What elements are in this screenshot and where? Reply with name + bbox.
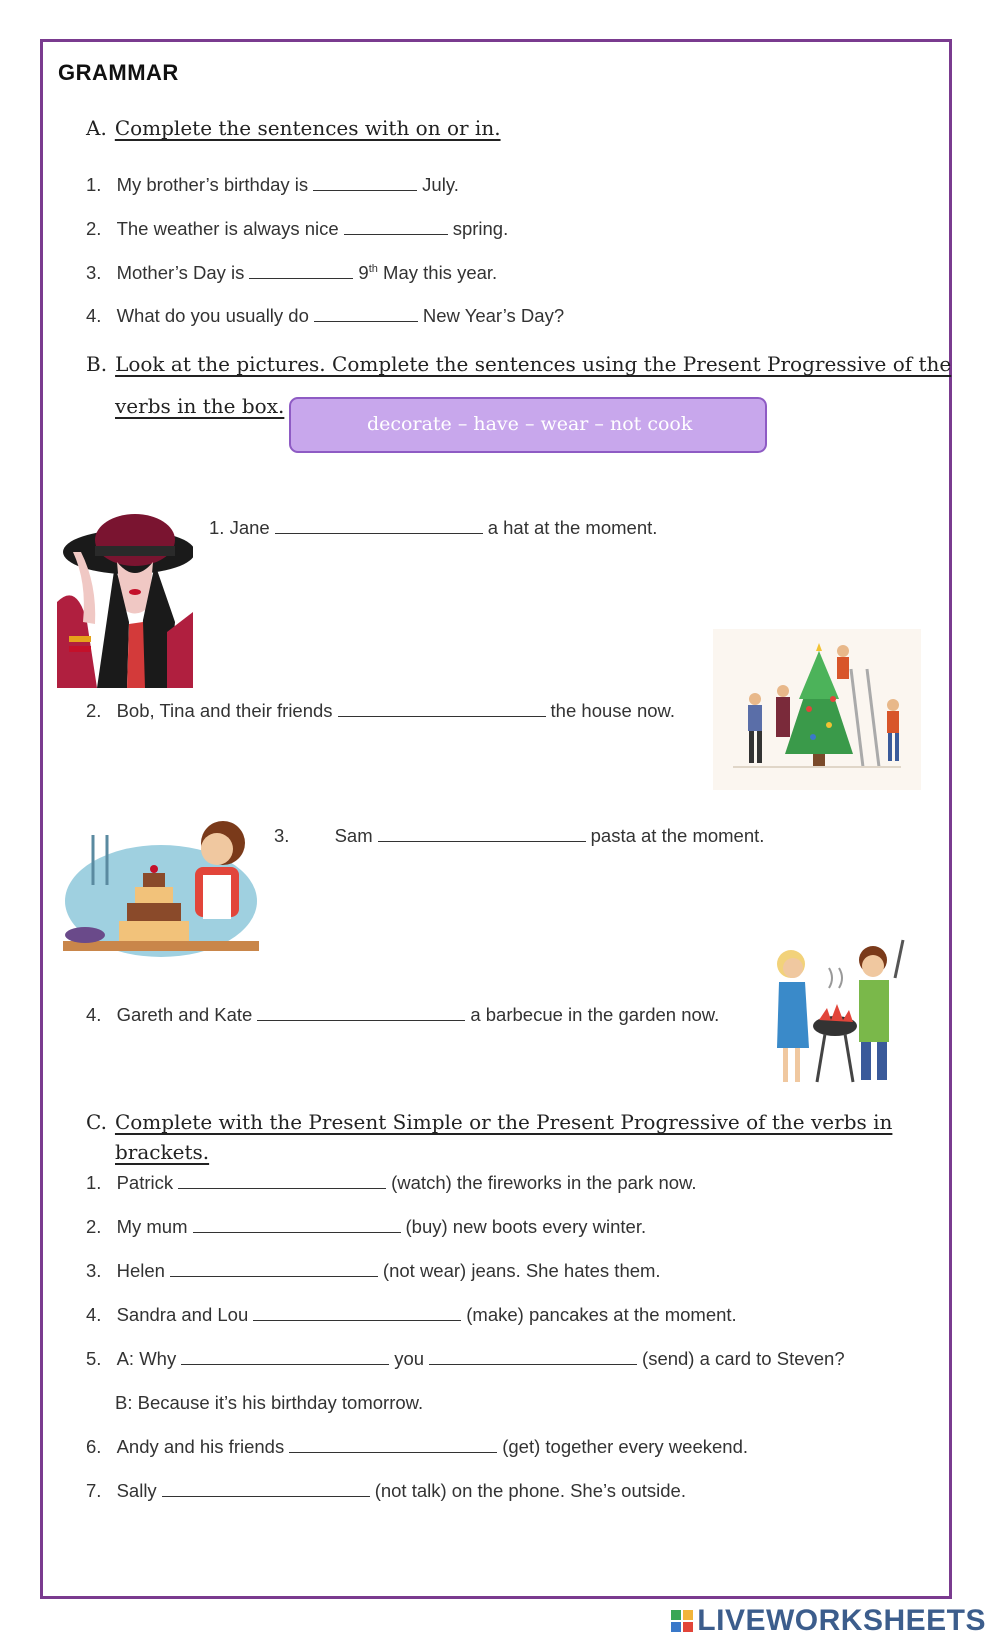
section-b-header-line2 xyxy=(115,394,284,418)
item-text-before: Andy and his friends xyxy=(116,1436,285,1457)
answer-blank[interactable] xyxy=(429,1348,637,1365)
item-text-middle: you xyxy=(394,1348,425,1369)
item-number: 6. xyxy=(86,1436,102,1457)
answer-blank[interactable] xyxy=(257,1004,465,1021)
item-number: 4. xyxy=(86,305,102,326)
item-text-after: the house now. xyxy=(550,700,676,721)
section-b-letter: B. xyxy=(86,352,108,376)
item-number: 3. xyxy=(274,825,290,846)
answer-blank[interactable] xyxy=(193,1216,401,1233)
item-text-before: Patrick xyxy=(116,1172,174,1193)
item-text-after: a hat at the moment. xyxy=(487,517,658,538)
section-a-header xyxy=(86,116,501,140)
section-b-item-3 xyxy=(274,825,764,847)
page-title: GRAMMAR xyxy=(58,60,179,85)
section-a-item-1 xyxy=(86,174,459,196)
item-text-after: (buy) new boots every winter. xyxy=(405,1216,647,1237)
answer-blank[interactable] xyxy=(289,1436,497,1453)
item-text-before: Sam xyxy=(334,825,373,846)
item-text-after: July. xyxy=(422,174,459,195)
answer-blank[interactable] xyxy=(178,1172,386,1189)
item-text-after: (make) pancakes at the moment. xyxy=(466,1304,737,1325)
logo-icon xyxy=(671,1610,693,1632)
item-text-after: (watch) the fireworks in the park now. xyxy=(391,1172,697,1193)
section-c-item-1 xyxy=(86,1172,697,1194)
section-b-instruction-line1: Look at the pictures. Complete the sentences using the Present Progressive of the xyxy=(115,352,952,376)
item-text-before: What do you usually do xyxy=(116,305,309,326)
item-number: 4. xyxy=(86,1004,102,1025)
barbecue-couple-image xyxy=(769,938,915,1090)
item-text-before: My brother’s birthday is xyxy=(116,174,309,195)
answer-blank[interactable] xyxy=(253,1304,461,1321)
answer-blank[interactable] xyxy=(181,1348,389,1365)
item-text-before: The weather is always nice xyxy=(116,218,339,239)
logo-text: LIVEWORKSHEETS xyxy=(697,1604,986,1637)
item-text-after: New Year’s Day? xyxy=(422,305,565,326)
item-number: 1. xyxy=(86,174,102,195)
section-c-header-line2 xyxy=(115,1140,209,1164)
section-a-letter: A. xyxy=(86,116,107,140)
section-a-item-2 xyxy=(86,218,508,240)
woman-baking-cake-image xyxy=(63,815,259,957)
item-text-after: (get) together every weekend. xyxy=(502,1436,748,1457)
item-number: 1. xyxy=(209,517,225,538)
section-c-item-7 xyxy=(86,1480,686,1502)
item-number: 7. xyxy=(86,1480,102,1501)
section-c-item-2 xyxy=(86,1216,646,1238)
item-text-after: pasta at the moment. xyxy=(590,825,765,846)
section-c-item-5 xyxy=(86,1348,845,1370)
item-text-before: Mother’s Day is xyxy=(116,262,245,283)
item-text-before: A: Why xyxy=(116,1348,177,1369)
section-b-item-4 xyxy=(86,1004,719,1026)
section-b-header xyxy=(86,352,951,376)
answer-blank[interactable] xyxy=(378,825,586,842)
answer-blank[interactable] xyxy=(344,218,448,235)
woman-in-hat-image xyxy=(57,512,193,688)
item-text-after: spring. xyxy=(452,218,509,239)
item-text-after: (not wear) jeans. She hates them. xyxy=(382,1260,661,1281)
christmas-tree-image xyxy=(713,629,921,790)
item-number: 4. xyxy=(86,1304,102,1325)
item-text-before: Bob, Tina and their friends xyxy=(116,700,333,721)
answer-blank[interactable] xyxy=(249,262,353,279)
section-c-letter: C. xyxy=(86,1110,107,1134)
section-b-instruction-line2: verbs in the box. xyxy=(115,394,285,418)
answer-blank[interactable] xyxy=(314,305,418,322)
item-number: 1. xyxy=(86,1172,102,1193)
item-number: 2. xyxy=(86,1216,102,1237)
day-number: 9 xyxy=(358,262,369,283)
item-text-after: May this year. xyxy=(383,262,498,283)
item-text-before: Jane xyxy=(229,517,270,538)
item-number: 3. xyxy=(86,262,102,283)
section-c-item-6 xyxy=(86,1436,748,1458)
section-c-item-5-answer xyxy=(115,1392,423,1414)
section-c-item-4 xyxy=(86,1304,737,1326)
item-text-before: Helen xyxy=(116,1260,165,1281)
section-a-item-3 xyxy=(86,262,497,284)
item-number: 3. xyxy=(86,1260,102,1281)
section-c-item-3 xyxy=(86,1260,661,1282)
liveworksheets-logo[interactable] xyxy=(671,1604,986,1638)
item-text: B: Because it’s his birthday tomorrow. xyxy=(115,1392,424,1413)
section-b-item-2 xyxy=(86,700,675,722)
item-number: 2. xyxy=(86,218,102,239)
section-c-instruction-line1: Complete with the Present Simple or the Present Progressive of the verbs in xyxy=(114,1110,893,1134)
item-text-after: a barbecue in the garden now. xyxy=(470,1004,720,1025)
item-text-after: (send) a card to Steven? xyxy=(642,1348,845,1369)
item-number: 2. xyxy=(86,700,102,721)
item-text-before: Gareth and Kate xyxy=(116,1004,253,1025)
section-b-item-1 xyxy=(209,517,657,539)
section-c-header xyxy=(86,1110,892,1134)
word-box: decorate – have – wear – not cook xyxy=(289,397,767,453)
section-a-instruction: Complete the sentences with on or in. xyxy=(114,116,501,140)
item-number: 5. xyxy=(86,1348,102,1369)
ordinal-suffix: th xyxy=(368,262,378,275)
answer-blank[interactable] xyxy=(170,1260,378,1277)
item-text-before: My mum xyxy=(116,1216,188,1237)
section-a-item-4 xyxy=(86,305,564,327)
answer-blank[interactable] xyxy=(313,174,417,191)
answer-blank[interactable] xyxy=(338,700,546,717)
answer-blank[interactable] xyxy=(275,517,483,534)
item-text-before: Sandra and Lou xyxy=(116,1304,249,1325)
item-text-before: Sally xyxy=(116,1480,157,1501)
section-c-instruction-line2: brackets. xyxy=(115,1140,210,1164)
answer-blank[interactable] xyxy=(162,1480,370,1497)
item-text-after: (not talk) on the phone. She’s outside. xyxy=(374,1480,686,1501)
